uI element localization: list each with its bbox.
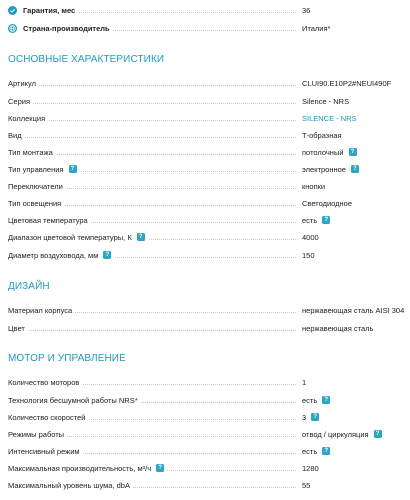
help-icon[interactable]: ? — [137, 233, 145, 241]
spec-label: Режимы работы — [8, 430, 67, 439]
spec-label: Гарантия, мес — [23, 5, 76, 15]
help-icon[interactable]: ? — [103, 251, 111, 259]
spec-row-body-material — [8, 303, 404, 317]
help-icon[interactable]: ? — [311, 413, 319, 421]
spec-label: Количество моторов — [8, 378, 82, 387]
spec-value: Silence - NRS — [302, 96, 350, 106]
spec-label: Тип монтажа — [8, 148, 56, 157]
spec-row-modes — [8, 427, 404, 441]
spec-value: отвод / циркуляция — [302, 429, 369, 439]
spec-value: 55 — [302, 480, 311, 490]
spec-row-control-type — [8, 162, 404, 176]
shield-check-icon — [8, 6, 17, 15]
help-icon[interactable]: ? — [349, 148, 357, 156]
spec-row-duct-diameter — [8, 248, 404, 262]
spec-row-warranty — [8, 3, 404, 17]
spec-value: 1 — [302, 377, 307, 387]
spec-label: Цветовая температура — [8, 216, 91, 225]
spec-row-switches — [8, 179, 404, 193]
spec-row-collection — [8, 111, 404, 125]
spec-row-mounting — [8, 145, 404, 159]
spec-value: есть — [302, 395, 318, 405]
section-title-motor: МОТОР И УПРАВЛЕНИЕ — [8, 353, 126, 364]
spec-label: Диаметр воздуховода, мм — [8, 250, 99, 260]
spec-row-max-capacity — [8, 461, 404, 475]
spec-label: Артикул — [8, 79, 39, 88]
spec-label: Технология бесшумной работы NRS* — [8, 396, 141, 405]
spec-row-motor-count — [8, 375, 404, 389]
spec-value: 4000 — [302, 232, 319, 242]
spec-value: 3 — [302, 412, 307, 422]
globe-icon — [8, 24, 17, 33]
spec-label: Вид — [8, 131, 25, 140]
spec-label: Тип освещения — [8, 199, 64, 208]
spec-label: Коллекция — [8, 114, 48, 123]
spec-label: Страна-производитель — [23, 23, 110, 33]
spec-row-nrs — [8, 393, 404, 407]
help-icon[interactable]: ? — [69, 165, 77, 173]
spec-label: Материал корпуса — [8, 306, 75, 315]
spec-row-country — [8, 21, 404, 35]
spec-label: Интенсивный режим — [8, 447, 83, 456]
spec-value: Италия* — [302, 23, 331, 33]
spec-label: Тип управления — [8, 164, 64, 174]
spec-label: Серия — [8, 97, 33, 106]
spec-value: есть — [302, 446, 318, 456]
help-icon[interactable]: ? — [322, 216, 330, 224]
spec-value: нержавеющая сталь — [302, 323, 374, 333]
spec-row-color-temp — [8, 213, 404, 227]
spec-value: 36 — [302, 5, 311, 15]
section-title-design: ДИЗАЙН — [8, 281, 50, 292]
spec-row-color — [8, 321, 404, 335]
spec-row-article — [8, 76, 404, 90]
spec-value: Т-образная — [302, 130, 342, 140]
help-icon[interactable]: ? — [322, 396, 330, 404]
spec-label: Максимальный уровень шума, dbA — [8, 481, 133, 490]
spec-row-series — [8, 94, 404, 108]
spec-value: потолочный — [302, 147, 344, 157]
spec-value: CLUI90.E10P2#NEUI490F — [302, 78, 392, 88]
spec-label: Количество скоростей — [8, 413, 88, 422]
spec-value: Светодиодное — [302, 198, 353, 208]
collection-link[interactable]: SILENCE - NRS — [302, 113, 357, 123]
spec-value: нержавеющая сталь AISI 304 — [302, 305, 405, 315]
spec-row-type — [8, 128, 404, 142]
spec-label: Максимальная производительность, м³/ч — [8, 463, 152, 473]
help-icon[interactable]: ? — [374, 430, 382, 438]
help-icon[interactable]: ? — [322, 447, 330, 455]
help-icon[interactable]: ? — [156, 464, 164, 472]
spec-row-max-noise — [8, 478, 404, 492]
spec-value: 1280 — [302, 463, 319, 473]
spec-label: Переключатели — [8, 182, 66, 191]
spec-label: Цвет — [8, 324, 28, 333]
spec-value: есть — [302, 215, 318, 225]
spec-value: 150 — [302, 250, 315, 260]
spec-value: кнопки — [302, 181, 326, 191]
section-title-main: ОСНОВНЫЕ ХАРАКТЕРИСТИКИ — [8, 54, 165, 65]
spec-row-speeds — [8, 410, 404, 424]
spec-row-lighting — [8, 196, 404, 210]
spec-value: электронное — [302, 164, 346, 174]
help-icon[interactable]: ? — [351, 165, 359, 173]
spec-row-color-temp-range — [8, 230, 404, 244]
spec-label: Диапазон цветовой температуры, К — [8, 232, 132, 242]
spec-row-intensive — [8, 444, 404, 458]
